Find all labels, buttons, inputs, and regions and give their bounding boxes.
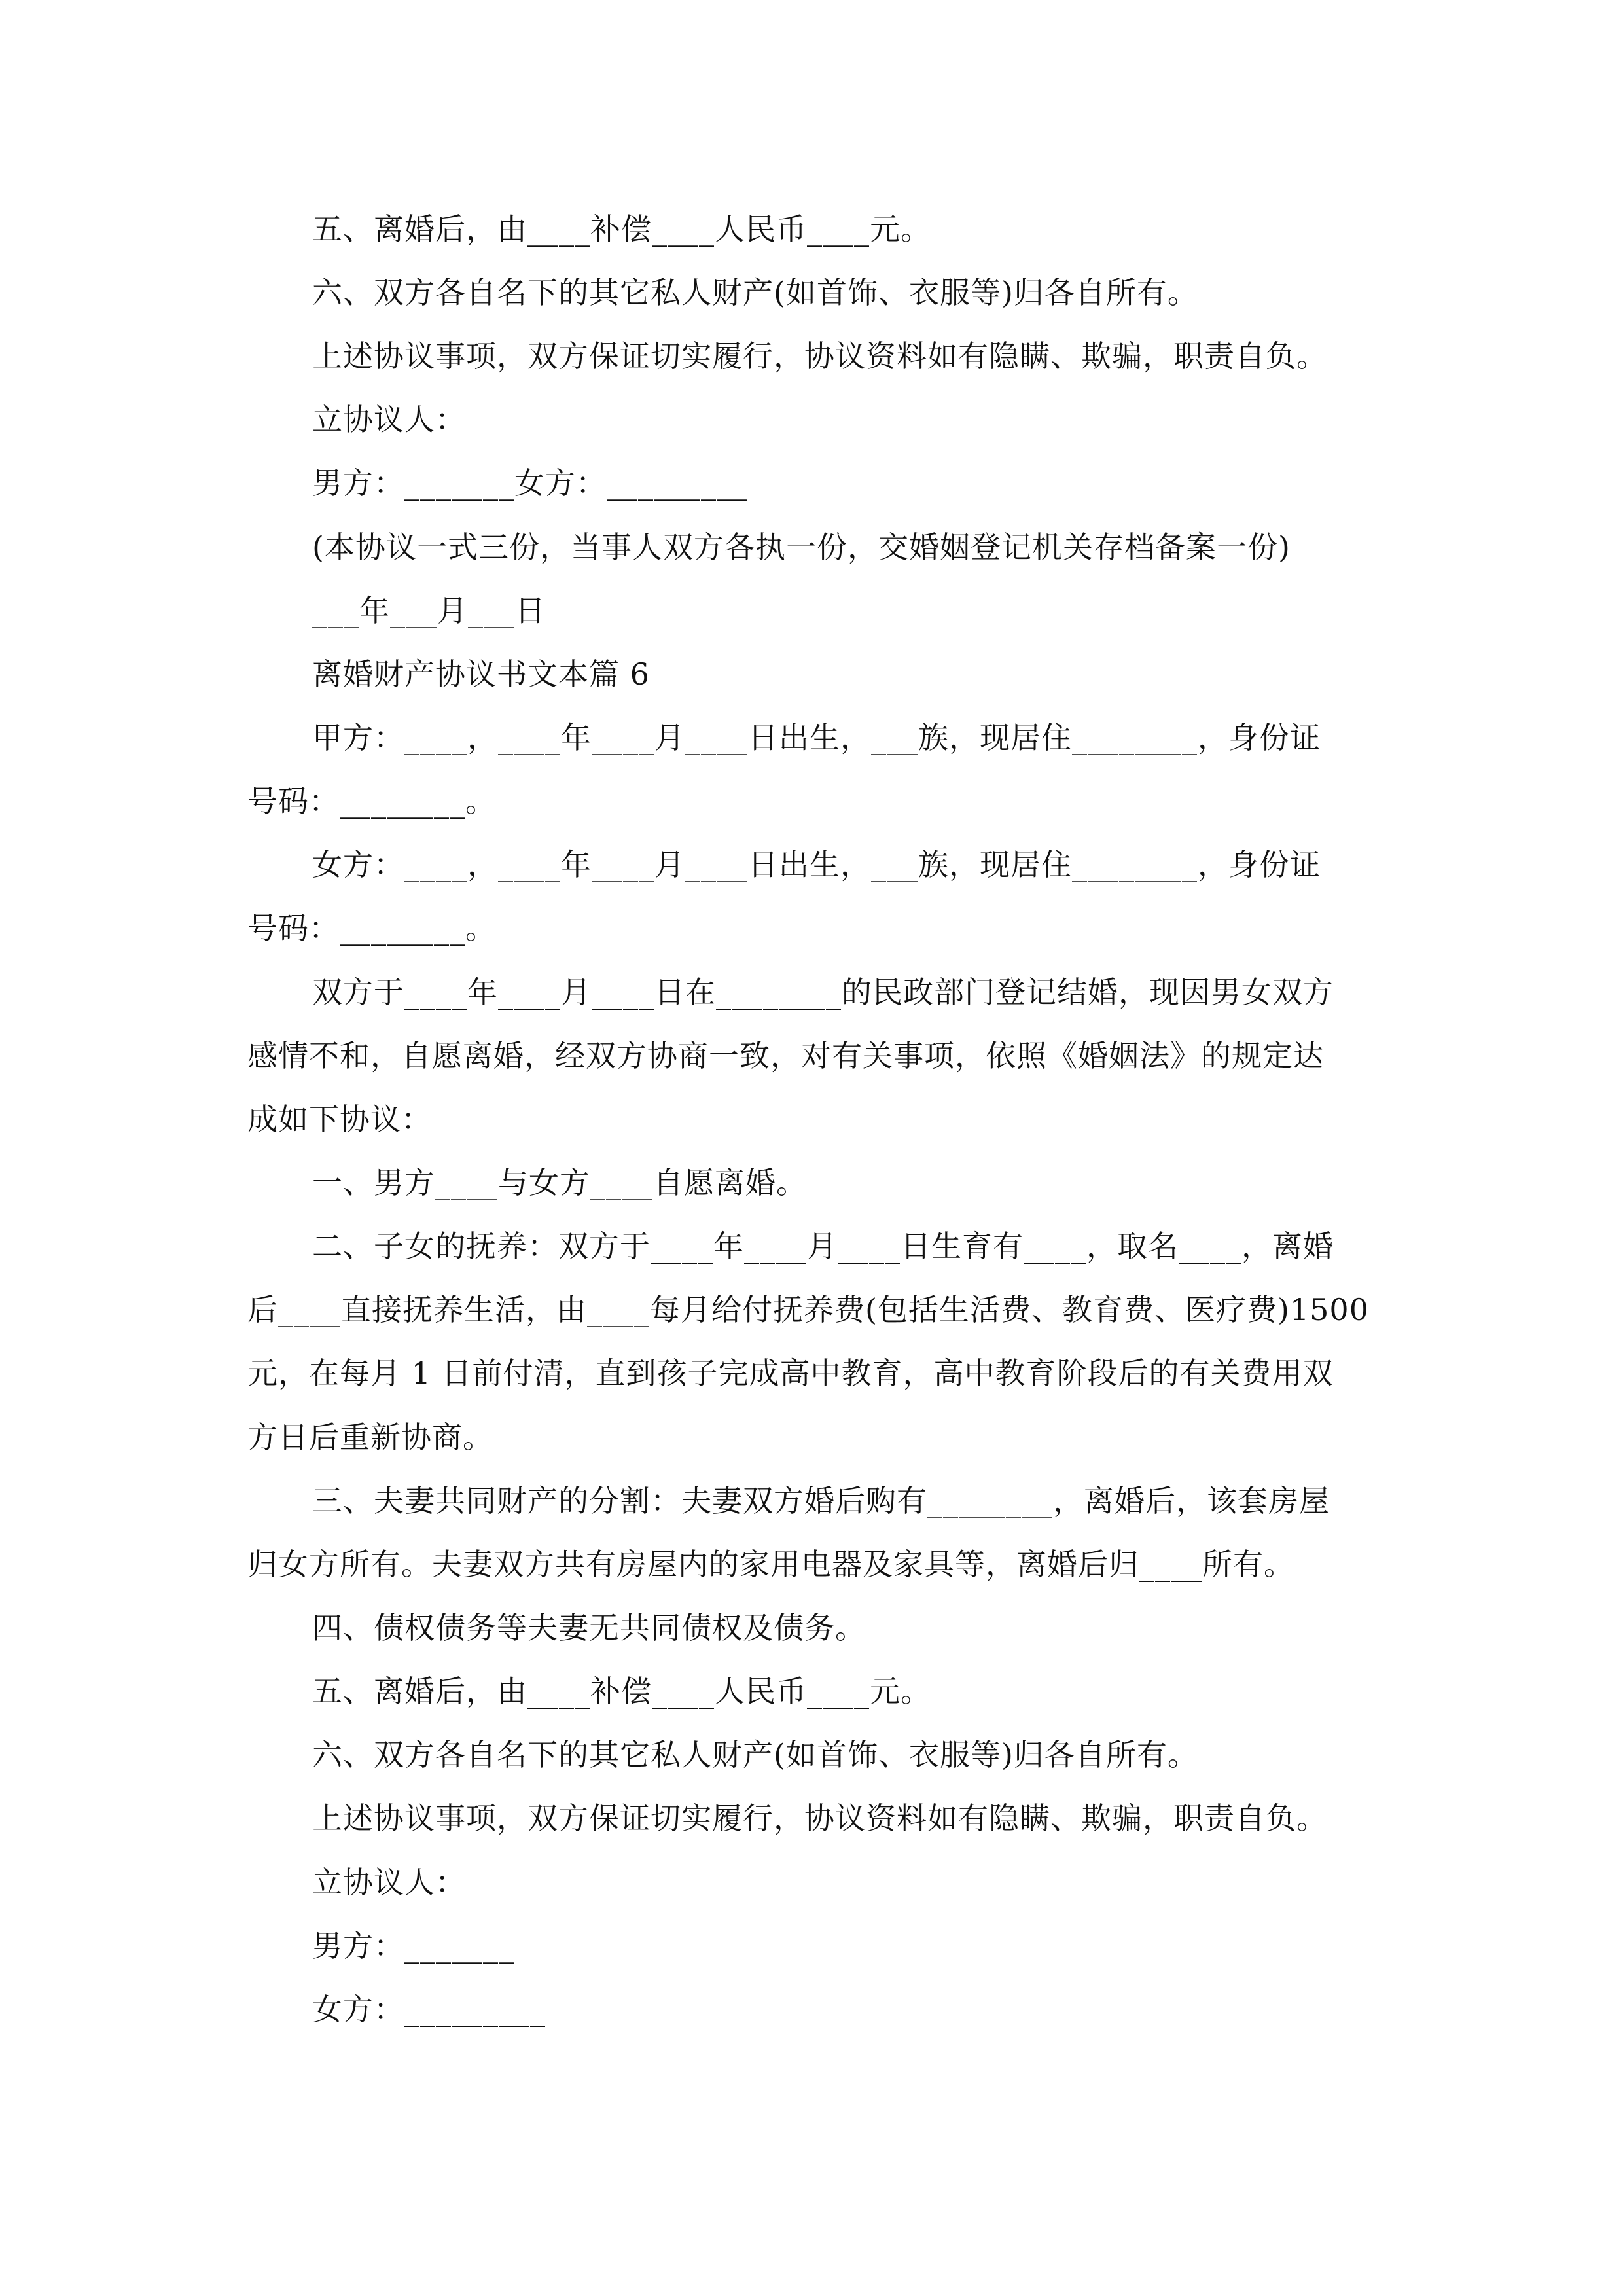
text-line: 号码：________。: [247, 783, 496, 819]
text-line: 甲方：____，____年____月____日出生，___族，现居住________，身份证: [312, 720, 1321, 755]
text-line: 三、夫妻共同财产的分割：夫妻双方婚后购有________，离婚后，该套房屋: [312, 1483, 1330, 1518]
text-line: 二、子女的抚养：双方于____年____月____日生育有____，取名____，离婚: [312, 1229, 1334, 1264]
text-line: 上述协议事项，双方保证切实履行，协议资料如有隐瞒、欺骗，职责自负。: [312, 1801, 1327, 1836]
text-line: 女方：____，____年____月____日出生，___族，现居住________，身份证: [312, 847, 1321, 882]
text-line: 号码：________。: [247, 910, 496, 946]
text-line: 上述协议事项，双方保证切实履行，协议资料如有隐瞒、欺骗，职责自负。: [312, 338, 1327, 374]
text-line: 六、双方各自名下的其它私人财产(如首饰、衣服等)归各自所有。: [312, 275, 1198, 310]
text-line: 六、双方各自名下的其它私人财产(如首饰、衣服等)归各自所有。: [312, 1737, 1198, 1772]
text-line: 立协议人：: [312, 1865, 466, 1900]
text-line: 成如下协议：: [247, 1102, 432, 1137]
text-line: 元，在每月 1 日前付清，直到孩子完成高中教育，高中教育阶段后的有关费用双: [247, 1355, 1334, 1391]
text-line: 立协议人：: [312, 402, 466, 437]
section-title: 离婚财产协议书文本篇 6: [312, 656, 650, 692]
text-line: 后____直接抚养生活，由____每月给付抚养费(包括生活费、教育费、医疗费)1500: [247, 1292, 1369, 1327]
text-line: 双方于____年____月____日在________的民政部门登记结婚，现因男女双方: [312, 975, 1334, 1010]
text-line: 五、离婚后，由____补偿____人民币____元。: [312, 211, 931, 247]
text-line: 五、离婚后，由____补偿____人民币____元。: [312, 1674, 931, 1709]
signature-line: 女方：_________: [312, 1992, 546, 2027]
text-line: 感情不和，自愿离婚，经双方协商一致，对有关事项，依照《婚姻法》的规定达: [247, 1038, 1324, 1073]
text-line: 方日后重新协商。: [247, 1420, 493, 1455]
text-line: (本协议一式三份，当事人双方各执一份，交婚姻登记机关存档备案一份): [312, 529, 1291, 565]
text-line: 四、债权债务等夫妻无共同债权及债务。: [312, 1610, 866, 1645]
signature-line: 男方：_______女方：_________: [312, 465, 748, 501]
signature-line: 男方：_______: [312, 1928, 514, 1964]
text-line: 归女方所有。夫妻双方共有房屋内的家用电器及家具等，离婚后归____所有。: [247, 1547, 1294, 1582]
text-line: 一、男方____与女方____自愿离婚。: [312, 1165, 807, 1200]
date-line: ___年___月___日: [312, 593, 546, 628]
